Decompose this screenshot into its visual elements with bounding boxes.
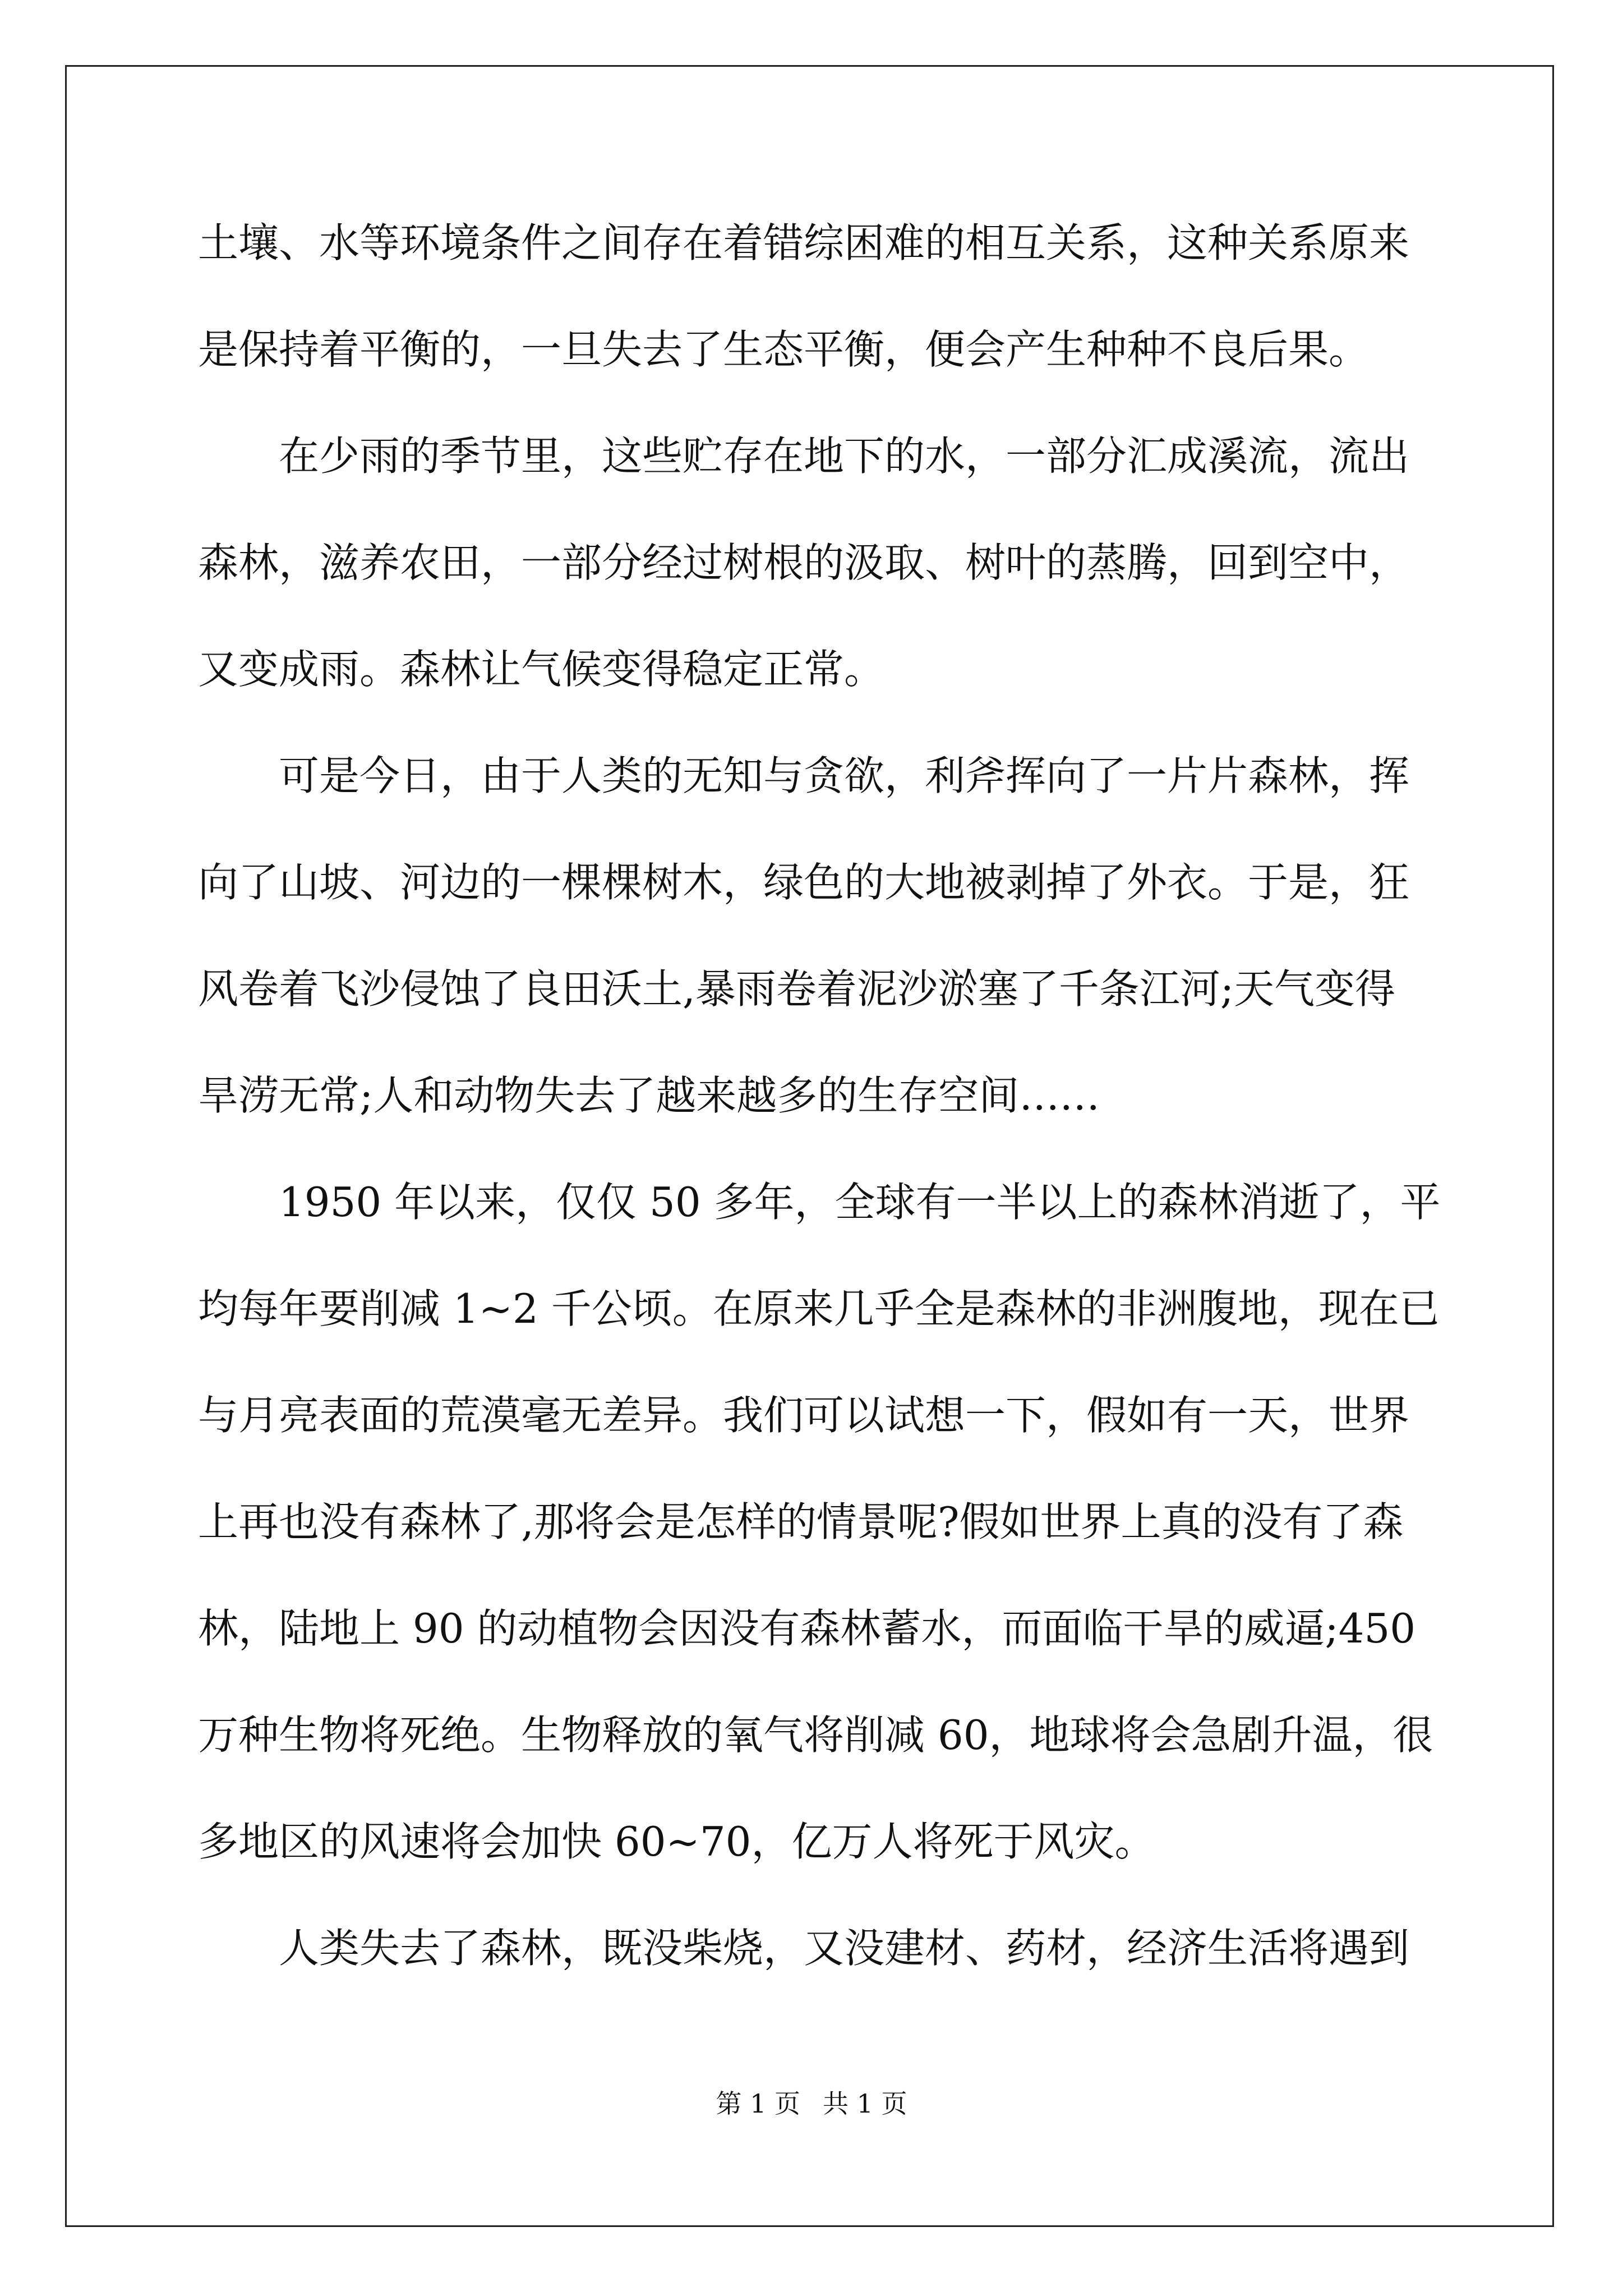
paragraph-start-line: 可是今日，由于人类的无知与贪欲，利斧挥向了一片片森林，挥 — [279, 752, 1410, 799]
paragraph-start-line: 1950 年以来，仅仅 50 多年，全球有一半以上的森林消逝了，平 — [279, 1179, 1441, 1226]
text-line: 又变成雨。森林让气候变得稳定正常。 — [198, 646, 885, 693]
page-footer — [0, 2087, 1623, 2120]
text-line: 向了山坡、河边的一棵棵树木，绿色的大地被剥掉了外衣。于是，狂 — [198, 859, 1410, 906]
text-line: 万种生物将死绝。生物释放的氧气将削减 60，地球将会急剧升温，很 — [198, 1711, 1433, 1759]
text-line: 森林，滋养农田，一部分经过树根的汲取、树叶的蒸腾，回到空中， — [198, 539, 1410, 586]
page-total: 共 1 页 — [823, 2088, 907, 2119]
page-border — [65, 65, 1554, 2227]
text-line: 均每年要削减 1~2 千公顷。在原来几乎全是森林的非洲腹地，现在已 — [198, 1285, 1440, 1332]
text-line: 上再也没有森林了,那将会是怎样的情景呢?假如世界上真的没有了森 — [198, 1498, 1404, 1545]
text-line: 林，陆地上 90 的动植物会因没有森林蓄水，而面临干旱的威逼;450 — [198, 1605, 1416, 1652]
paragraph-start-line: 人类失去了森林，既没柴烧，又没建材、药材，经济生活将遇到 — [279, 1925, 1410, 1972]
text-line: 多地区的风速将会加快 60~70，亿万人将死于风灾。 — [198, 1818, 1155, 1865]
page-number: 第 1 页 — [716, 2088, 800, 2119]
text-line: 与月亮表面的荒漠毫无差异。我们可以试想一下，假如有一天，世界 — [198, 1392, 1410, 1439]
text-line: 是保持着平衡的，一旦失去了生态平衡，便会产生种种不良后果。 — [198, 326, 1370, 373]
text-line: 土壤、水等环境条件之间存在着错综困难的相互关系，这种关系原来 — [198, 219, 1410, 266]
text-line: 风卷着飞沙侵蚀了良田沃土,暴雨卷着泥沙淤塞了千条江河;天气变得 — [198, 965, 1396, 1013]
text-line: 旱涝无常;人和动物失去了越来越多的生存空间…… — [198, 1072, 1100, 1119]
paragraph-start-line: 在少雨的季节里，这些贮存在地下的水，一部分汇成溪流，流出 — [279, 432, 1410, 480]
